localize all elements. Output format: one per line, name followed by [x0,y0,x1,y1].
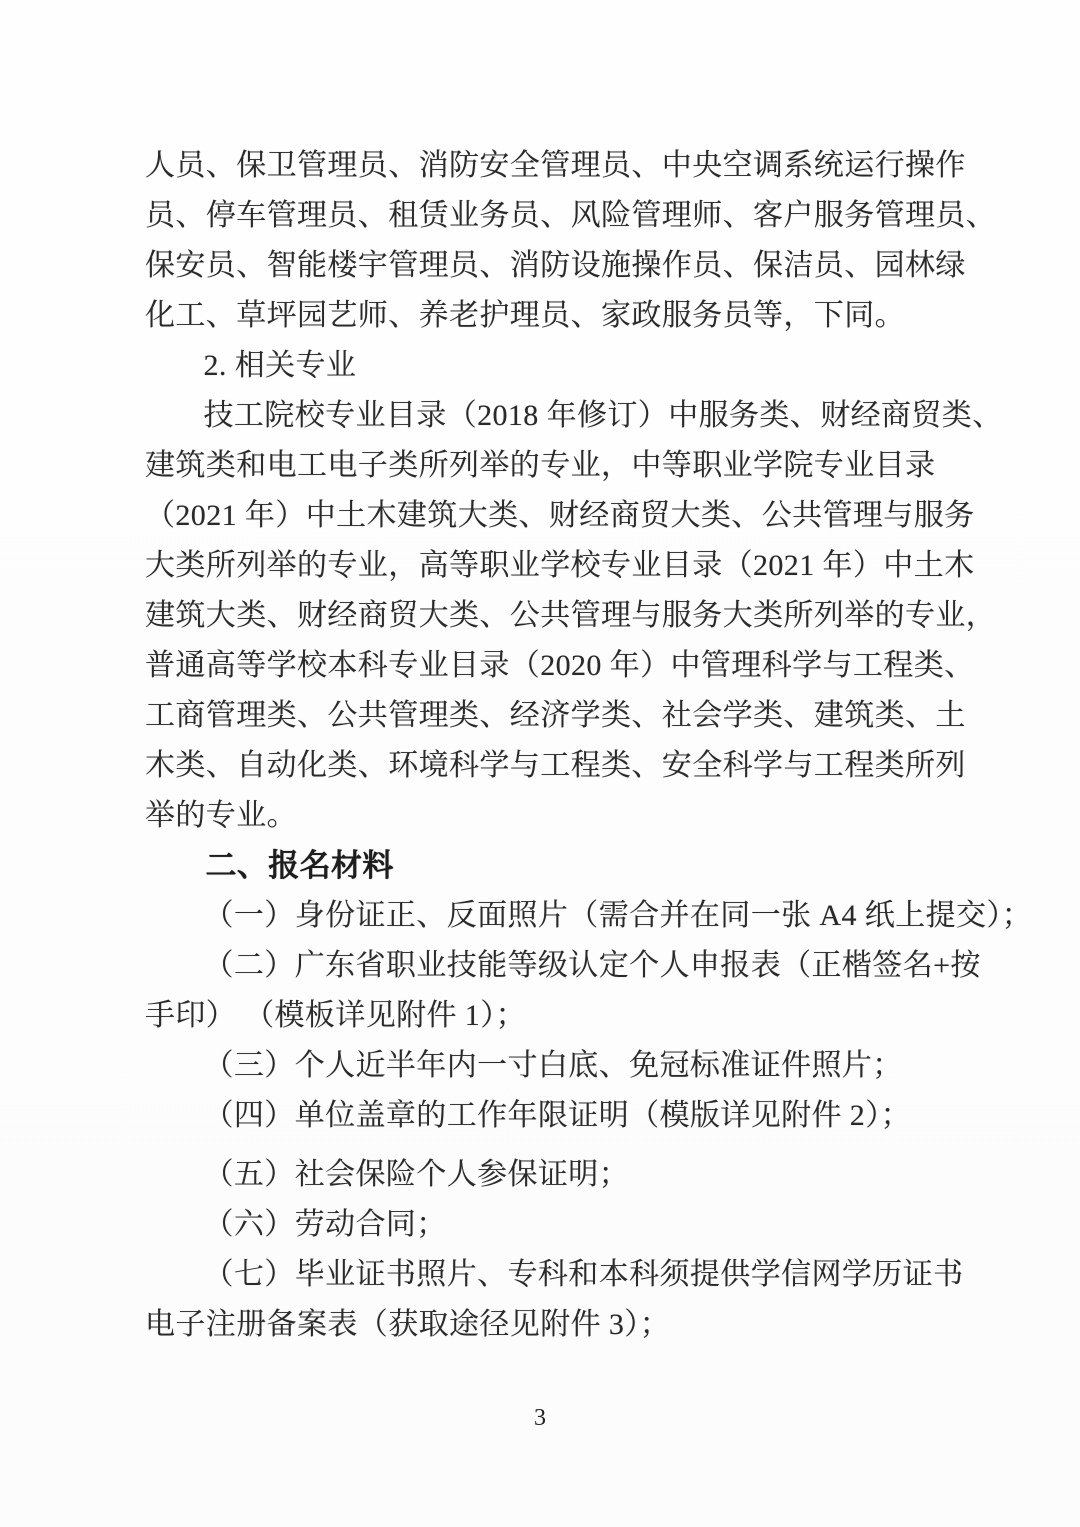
list-item: （二）广东省职业技能等级认定个人申报表（正楷签名+按 [203,949,981,982]
list-item: （三）个人近半年内一寸白底、免冠标准证件照片； [203,1049,903,1082]
section-heading-application-materials: 二、报名材料 [205,848,394,883]
body-text [145,141,1033,1350]
subsection-heading-related-majors: 2. 相关专业 [203,349,357,382]
document-line: 技工院校专业目录（2018 年修订）中服务类、财经商贸类、 [203,399,1003,432]
document-line: 保安员、智能楼宇管理员、消防设施操作员、保洁员、园林绿 [145,249,966,282]
document-line: （2021 年）中土木建筑大类、财经商贸大类、公共管理与服务 [145,499,975,532]
document-line: 员、停车管理员、租赁业务员、风险管理师、客户服务管理员、 [145,199,997,232]
document-line: 大类所列举的专业，高等职业学校专业目录（2021 年）中土木 [145,549,975,582]
list-item: （五）社会保险个人参保证明； [203,1158,630,1191]
document-line: 木类、自动化类、环境科学与工程类、安全科学与工程类所列 [145,749,966,782]
list-item: （六）劳动合同； [203,1208,447,1241]
document-line: 普通高等学校本科专业目录（2020 年）中管理科学与工程类、 [145,649,975,682]
document-line: 举的专业。 [145,799,297,832]
document-line: 建筑类和电工电子类所列举的专业，中等职业学院专业目录 [145,449,936,482]
list-item: （一）身份证正、反面照片（需合并在同一张 A4 纸上提交）； [203,899,1033,932]
page-number: 3 [534,1405,546,1431]
list-item: （四）单位盖章的工作年限证明（模版详见附件 2）； [203,1099,911,1132]
document-line: 建筑大类、财经商贸大类、公共管理与服务大类所列举的专业， [145,599,997,632]
document-line: 工商管理类、公共管理类、经济学类、社会学类、建筑类、土 [145,699,966,732]
document-line: 人员、保卫管理员、消防安全管理员、中央空调系统运行操作 [145,149,966,182]
list-item-continuation: 电子注册备案表（获取途径见附件 3）； [145,1308,671,1341]
document-line: 化工、草坪园艺师、养老护理员、家政服务员等，下同。 [145,299,905,332]
list-item: （七）毕业证书照片、专科和本科须提供学信网学历证书 [203,1258,964,1291]
list-item-continuation: 手印） （模板详见附件 1）； [145,999,526,1032]
